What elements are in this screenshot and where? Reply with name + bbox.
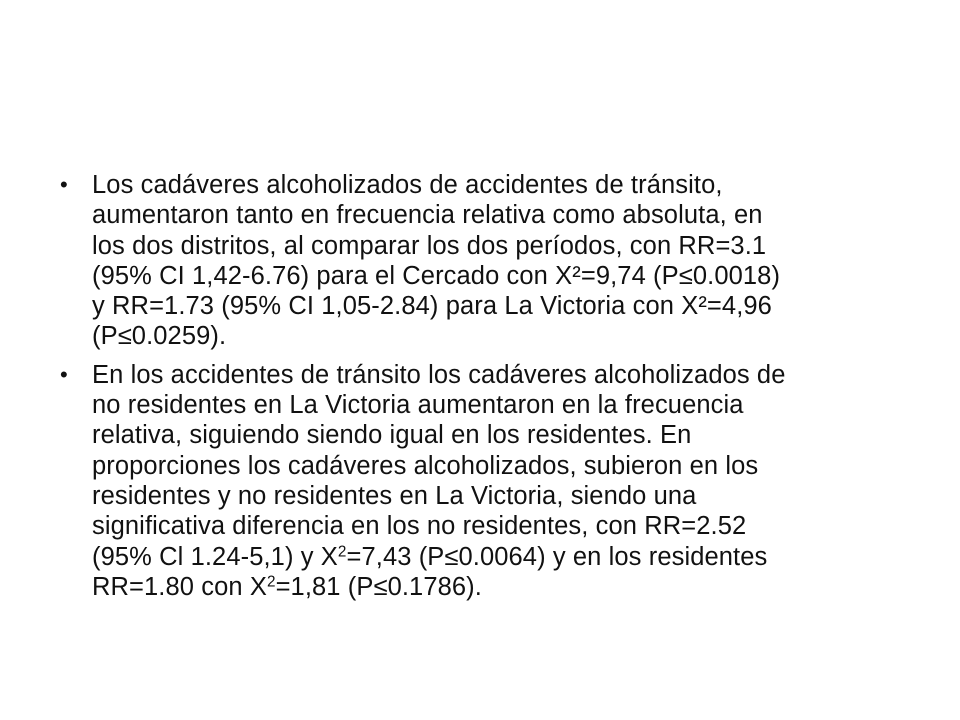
- bullet-item-1: [60, 170, 910, 352]
- bullet-1-line-6: (P≤0.0259).: [92, 322, 227, 351]
- bullet-2-line-1: En los accidentes de tránsito los cadáveres alcoholizados de: [92, 360, 786, 389]
- bullet-1-line-3: los dos distritos, al comparar los dos períodos, con RR=3.1: [92, 231, 767, 260]
- bullet-1-line-5: y RR=1.73 (95% CI 1,05-2.84) para La Victoria con X²=4,96: [92, 292, 772, 321]
- bullet-1-line-2: aumentaron tanto en frecuencia relativa como absoluta, en: [92, 201, 763, 230]
- superscript-2: 2: [266, 573, 276, 591]
- line-8-text-after: =1,81 (P≤0.1786).: [275, 572, 482, 601]
- bullet-2-line-8: [92, 572, 910, 602]
- slide-body: [60, 170, 910, 610]
- bullet-2-line-7: [92, 542, 910, 572]
- bullet-1-line-4: (95% CI 1,42-6.76) para el Cercado con X²=9,74 (P≤0.0018): [92, 261, 781, 290]
- superscript-2: 2: [337, 543, 347, 561]
- bullet-point-icon: •: [60, 361, 68, 387]
- bullet-2-line-3: relativa, siguiendo siendo igual en los residentes. En: [92, 421, 692, 450]
- bullet-list: [60, 170, 910, 602]
- line-8-text-before: RR=1.80 con X: [92, 572, 267, 601]
- bullet-2-line-6: significativa diferencia en los no residentes, con RR=2.52: [92, 512, 747, 541]
- bullet-1-line-1: Los cadáveres alcoholizados de accidentes de tránsito,: [92, 171, 723, 199]
- line-7-text-after: =7,43 (P≤0.0064) y en los residentes: [346, 542, 768, 571]
- bullet-2-line-2: no residentes en La Victoria aumentaron en la frecuencia: [92, 391, 744, 420]
- bullet-2-line-5: residentes y no residentes en La Victoria, siendo una: [92, 481, 697, 510]
- bullet-point-icon: •: [60, 172, 68, 197]
- line-7-text-before: (95% Cl 1.24-5,1) y X: [92, 542, 338, 571]
- bullet-item-2: [60, 360, 910, 602]
- bullet-2-line-4: proporciones los cadáveres alcoholizados, subieron en los: [92, 451, 759, 480]
